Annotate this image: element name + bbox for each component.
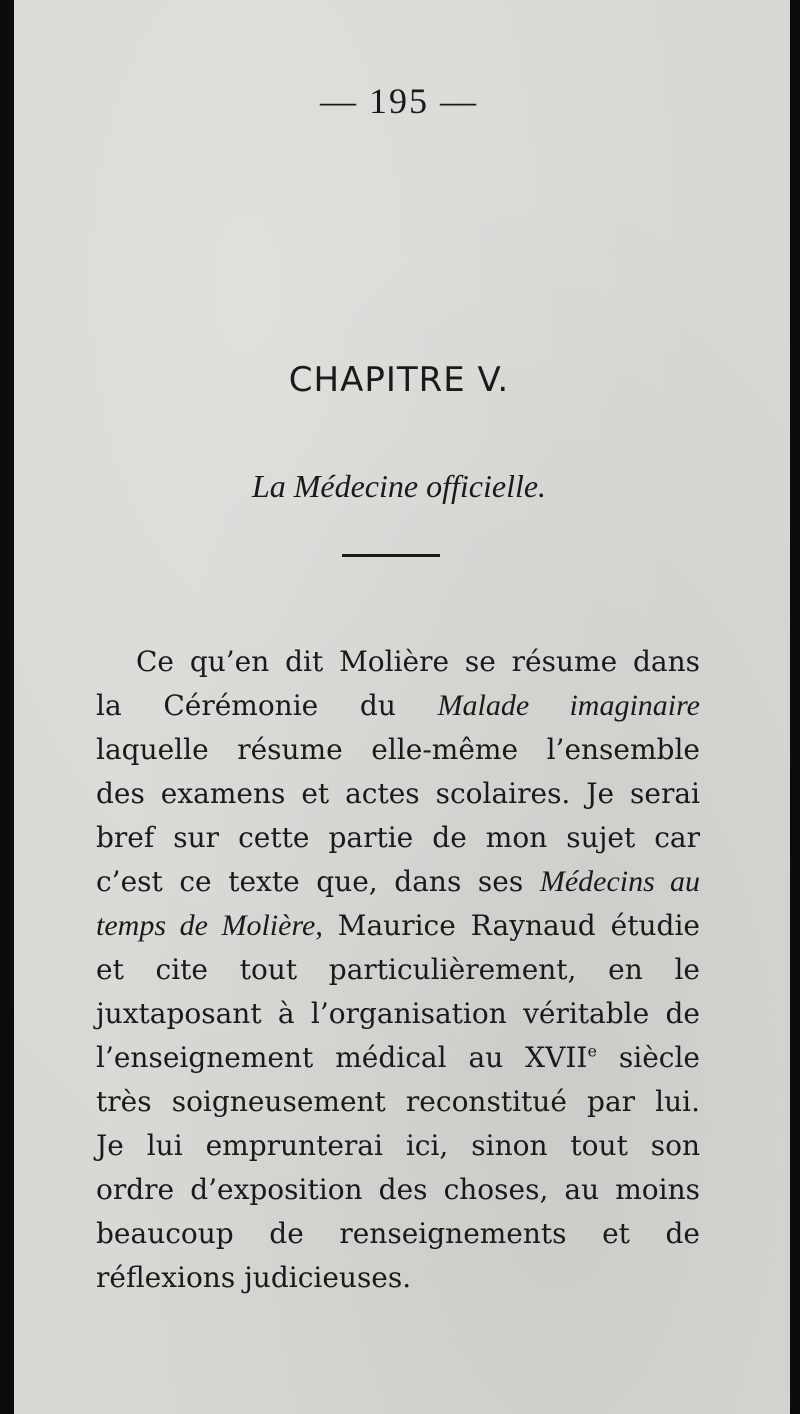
text-line: des examens et actes scolaires. Je serai	[96, 777, 700, 810]
text-line: temps de Molière, Maurice Raynaud étudie	[96, 909, 700, 942]
scan-border	[790, 0, 800, 1414]
text-line: Ce qu’en dit Molière se résume dans	[136, 645, 700, 678]
superscript: e	[587, 1041, 597, 1061]
text-line: très soigneusement reconstitué par lui.	[96, 1085, 700, 1118]
chapter-title: CHAPITRE V.	[288, 360, 510, 400]
section-divider	[342, 554, 440, 557]
text-line: beaucoup de renseignements et de	[96, 1217, 700, 1250]
text-line: l’enseignement médical au XVIIe siècle	[96, 1041, 700, 1074]
italic-text: Médecins au	[539, 865, 700, 898]
text-line: et cite tout particulièrement, en le	[96, 953, 700, 986]
page-number: — 195 —	[320, 81, 478, 121]
body-paragraph	[96, 640, 700, 1300]
text-line: juxtaposant à l’organisation véritable de	[96, 997, 700, 1030]
text-line: Je lui emprunterai ici, sinon tout son	[96, 1129, 700, 1162]
text-line: réflexions judicieuses.	[96, 1261, 412, 1294]
italic-text: Malade imaginaire	[437, 689, 700, 722]
text-line: ordre d’exposition des choses, au moins	[96, 1173, 700, 1206]
italic-text: temps de Molière,	[96, 909, 323, 942]
text-line: la Cérémonie du Malade imaginaire	[96, 689, 700, 722]
text-line: c’est ce texte que, dans ses Médecins au	[96, 865, 700, 898]
chapter-subtitle: La Médecine officielle.	[251, 468, 547, 504]
text-line: bref sur cette partie de mon sujet car	[96, 821, 700, 854]
text-line: laquelle résume elle-même l’ensemble	[96, 733, 700, 766]
book-page	[14, 0, 792, 1414]
